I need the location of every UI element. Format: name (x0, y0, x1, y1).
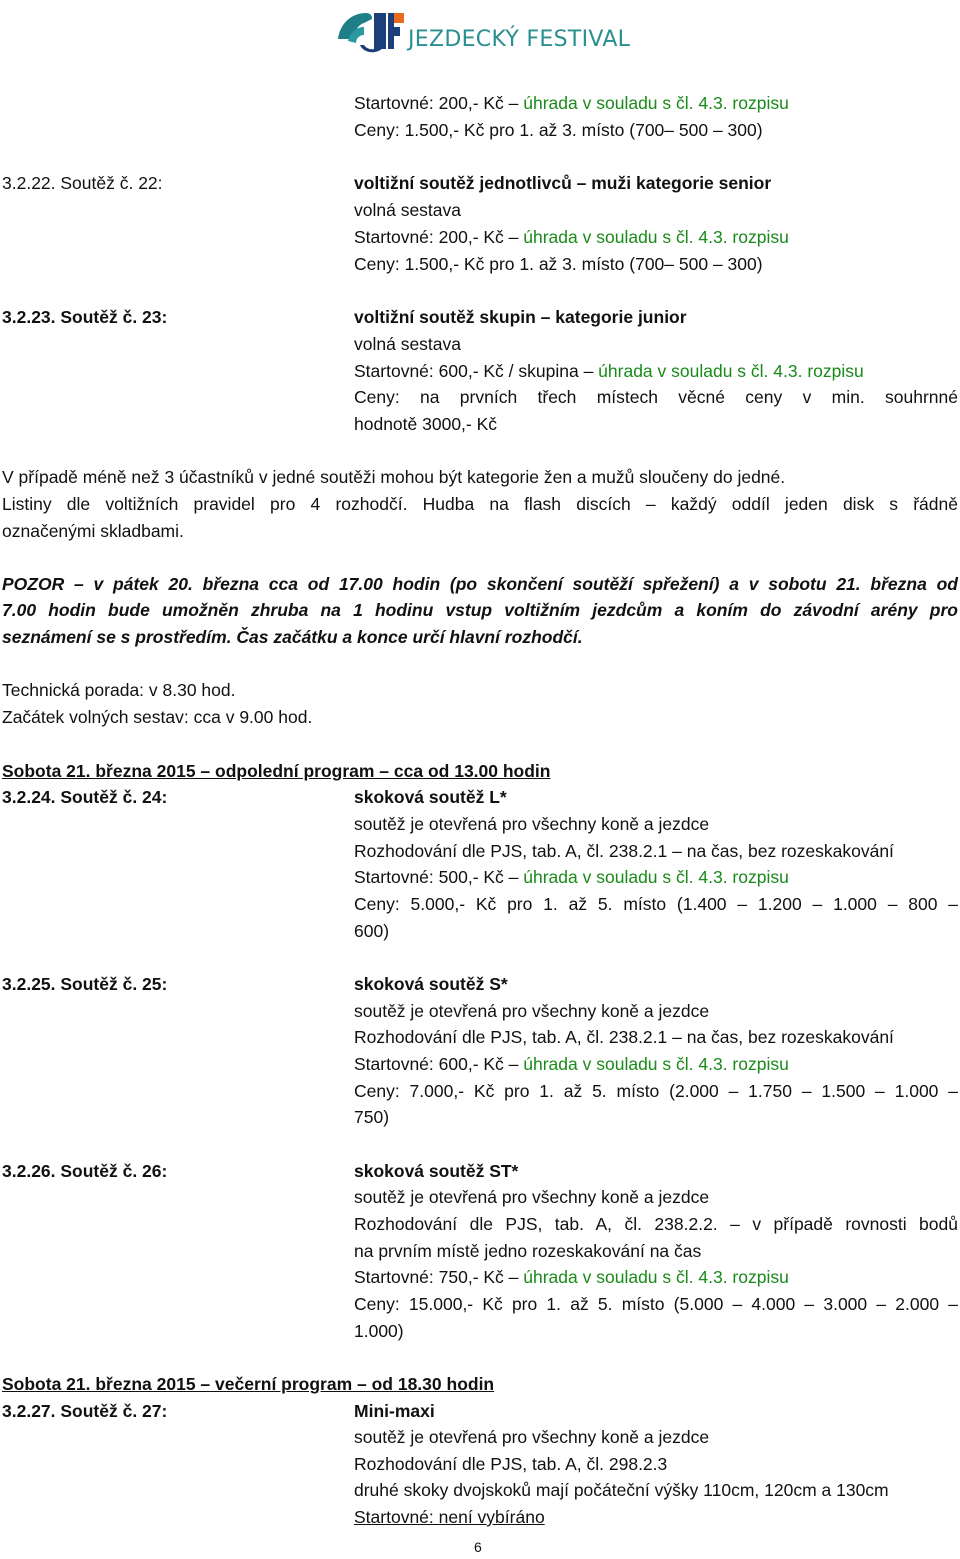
pozor-line-2: 7.00 hodin bude umožněn zhruba na 1 hodinu vstup voltižním jezdcům a koním do závodní arény pro (2, 600, 958, 620)
competition-25-id: 3.2.25. Soutěž č. 25: (2, 974, 168, 994)
competition-26-open: soutěž je otevřená pro všechny koně a jezdce (354, 1187, 710, 1207)
festival-logo (334, 5, 634, 53)
fee-text: Startovné: 200,- Kč – (354, 93, 524, 113)
freestyle-start: Začátek volných sestav: cca v 9.00 hod. (2, 707, 313, 727)
competition-24-fee (354, 864, 789, 891)
competition-25-judging: Rozhodování dle PJS, tab. A, čl. 238.2.1 – na čas, bez rozeskakování (354, 1027, 894, 1047)
fee-link: úhrada v souladu s čl. 4.3. rozpisu (523, 867, 789, 887)
competition-26-prizes-line2: 1.000) (354, 1321, 404, 1341)
afternoon-program-heading: Sobota 21. března 2015 – odpolední program – cca od 13.00 hodin (2, 761, 551, 781)
competition-24-prizes-line2: 600) (354, 921, 390, 941)
competition-27-title: Mini-maxi (354, 1401, 435, 1421)
competition-25-prizes-line2: 750) (354, 1107, 390, 1127)
competition-23-prizes-line1: Ceny: na prvních třech místech věcné ceny v min. souhrnné (354, 387, 958, 407)
competition-23-format: volná sestava (354, 334, 462, 354)
note-line-2: Listiny dle voltižních pravidel pro 4 rozhodčí. Hudba na flash discích – každý oddíl jeden disk s řádně (2, 494, 958, 514)
competition-26-title: skoková soutěž ST* (354, 1161, 519, 1181)
pozor-line-3: seznámení se s prostředím. Čas začátku a konce určí hlavní rozhodčí. (2, 627, 583, 647)
fee-link: úhrada v souladu s čl. 4.3. rozpisu (523, 93, 789, 113)
competition-27-open: soutěž je otevřená pro všechny koně a jezdce (354, 1427, 710, 1447)
competition-26-prizes-line1: Ceny: 15.000,- Kč pro 1. až 5. místo (5.000 – 4.000 – 3.000 – 2.000 – (354, 1294, 958, 1314)
technical-briefing: Technická porada: v 8.30 hod. (2, 680, 236, 700)
note-line-1: V případě méně než 3 účastníků v jedné soutěži mohou být kategorie žen a mužů sloučeny do jedné. (2, 467, 786, 487)
competition-24-prizes-line1: Ceny: 5.000,- Kč pro 1. až 5. místo (1.400 – 1.200 – 1.000 – 800 – (354, 894, 958, 914)
top-fee-line (354, 90, 789, 117)
fee-link: úhrada v souladu s čl. 4.3. rozpisu (523, 227, 789, 247)
competition-22-id: 3.2.22. Soutěž č. 22: (2, 173, 163, 193)
competition-27-heights: druhé skoky dvojskoků mají počáteční výšky 110cm, 120cm a 130cm (354, 1480, 889, 1500)
competition-24-title: skoková soutěž L* (354, 787, 507, 807)
fee-text: Startovné: 600,- Kč – (354, 1054, 524, 1074)
top-prizes: Ceny: 1.500,- Kč pro 1. až 3. místo (700– 500 – 300) (354, 120, 763, 140)
evening-program-heading: Sobota 21. března 2015 – večerní program – od 18.30 hodin (2, 1374, 495, 1394)
logo-text: JEZDECKÝ FESTIVAL (408, 27, 631, 52)
competition-22-fee (354, 224, 789, 251)
competition-27-fee: Startovné: není vybíráno (354, 1507, 545, 1527)
competition-23-title: voltižní soutěž skupin – kategorie junior (354, 307, 687, 327)
fee-link: úhrada v souladu s čl. 4.3. rozpisu (598, 361, 864, 381)
competition-26-id: 3.2.26. Soutěž č. 26: (2, 1161, 168, 1181)
competition-24-open: soutěž je otevřená pro všechny koně a jezdce (354, 814, 710, 834)
competition-23-id: 3.2.23. Soutěž č. 23: (2, 307, 168, 327)
competition-25-title: skoková soutěž S* (354, 974, 508, 994)
competition-25-open: soutěž je otevřená pro všechny koně a jezdce (354, 1001, 710, 1021)
fee-link: úhrada v souladu s čl. 4.3. rozpisu (523, 1267, 789, 1287)
fee-link: úhrada v souladu s čl. 4.3. rozpisu (523, 1054, 789, 1074)
competition-27-id: 3.2.27. Soutěž č. 27: (2, 1401, 168, 1421)
competition-27-judging: Rozhodování dle PJS, tab. A, čl. 298.2.3 (354, 1454, 668, 1474)
fee-text: Startovné: 500,- Kč – (354, 867, 524, 887)
competition-23-prizes-line2: hodnotě 3000,- Kč (354, 414, 498, 434)
page-number: 6 (474, 1539, 482, 1555)
competition-24-judging: Rozhodování dle PJS, tab. A, čl. 238.2.1 – na čas, bez rozeskakování (354, 841, 894, 861)
horse-head-icon (334, 5, 408, 53)
fee-text: Startovné: 600,- Kč / skupina – (354, 361, 599, 381)
competition-24-id: 3.2.24. Soutěž č. 24: (2, 787, 168, 807)
pozor-line-1: POZOR – v pátek 20. března cca od 17.00 hodin (po skončení soutěží spřežení) a v sobotu 21. března od (2, 574, 958, 594)
competition-26-judging-line1: Rozhodování dle PJS, tab. A, čl. 238.2.2. – v případě rovnosti bodů (354, 1214, 958, 1234)
competition-22-format: volná sestava (354, 200, 462, 220)
competition-22-prizes: Ceny: 1.500,- Kč pro 1. až 3. místo (700– 500 – 300) (354, 254, 763, 274)
competition-26-fee (354, 1264, 789, 1291)
competition-23-fee (354, 358, 864, 385)
fee-text: Startovné: 750,- Kč – (354, 1267, 524, 1287)
competition-22-title: voltižní soutěž jednotlivců – muži kategorie senior (354, 173, 772, 193)
fee-text: Startovné: 200,- Kč – (354, 227, 524, 247)
note-line-3: označenými skladbami. (2, 521, 184, 541)
competition-25-prizes-line1: Ceny: 7.000,- Kč pro 1. až 5. místo (2.000 – 1.750 – 1.500 – 1.000 – (354, 1081, 958, 1101)
competition-26-judging-line2: na prvním místě jedno rozeskakování na čas (354, 1241, 702, 1261)
competition-25-fee (354, 1051, 789, 1078)
